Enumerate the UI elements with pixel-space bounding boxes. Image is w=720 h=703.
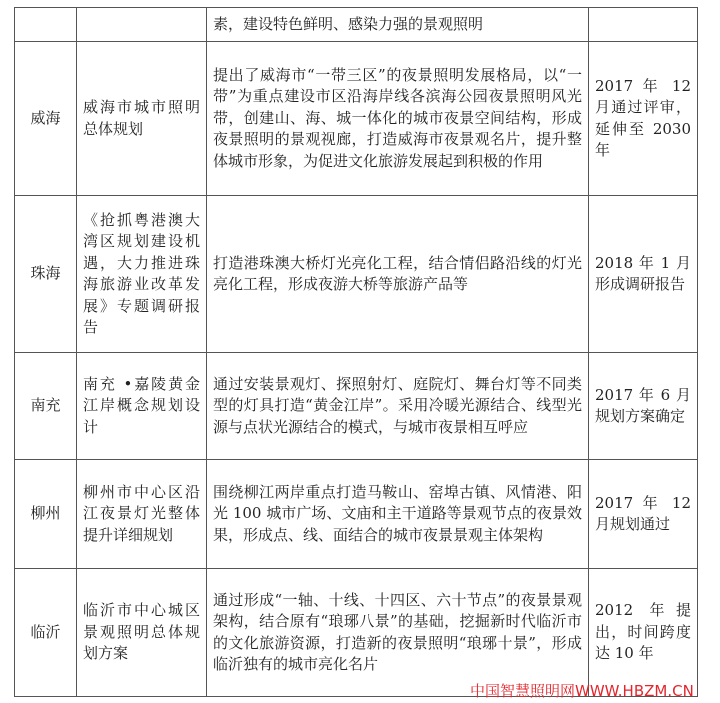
content-cell: 素，建设特色鲜明、感染力强的景观照明 — [207, 8, 589, 42]
city-cell: 临沂 — [15, 569, 77, 697]
table-row — [15, 569, 698, 697]
city-cell — [15, 8, 77, 42]
table-row — [15, 460, 698, 569]
table-row — [15, 8, 698, 42]
site-watermark: 中国智慧照明网WWW.HBZM.CN — [470, 682, 694, 700]
plan-name-cell: 临沂市中心城区景观照明总体规划方案 — [77, 569, 207, 697]
plan-name-cell — [77, 8, 207, 42]
city-cell: 威海 — [15, 42, 77, 196]
status-cell: 2017 年 6 月规划方案确定 — [589, 353, 698, 460]
table-row — [15, 353, 698, 460]
plan-name-cell: 《抢抓粤港澳大湾区规划建设机遇，大力推进珠海旅游业改革发展》专题调研报告 — [77, 196, 207, 353]
status-cell — [589, 8, 698, 42]
content-cell: 围绕柳江两岸重点打造马鞍山、窑埠古镇、风情港、阳光 100 城市广场、文庙和主干道路等景观节点的夜景效果，形成点、线、面结合的城市夜景景观主体架构 — [207, 460, 589, 569]
lighting-plan-table — [14, 7, 698, 697]
status-cell: 2017 年 12 月规划通过 — [589, 460, 698, 569]
status-cell: 2018 年 1 月形成调研报告 — [589, 196, 698, 353]
table-row — [15, 42, 698, 196]
content-cell: 提出了威海市“一带三区”的夜景照明发展格局，以“一带”为重点建设市区沿海岸线各滨海公园夜景照明风光带，创建山、海、城一体化的城市夜景空间结构，形成夜景照明的景观视廊，打造威海市夜景观名片，提升整体城市形象，为促进文化旅游发展起到积极的作用 — [207, 42, 589, 196]
table-row — [15, 196, 698, 353]
city-cell: 南充 — [15, 353, 77, 460]
plan-name-cell: 南充 •嘉陵黄金江岸概念规划设计 — [77, 353, 207, 460]
status-cell: 2012 年提出，时间跨度达 10 年 — [589, 569, 698, 697]
content-cell: 通过安装景观灯、探照射灯、庭院灯、舞台灯等不同类型的灯具打造“黄金江岸”。采用冷暖光源结合、线型光源与点状光源结合的模式，与城市夜景相互呼应 — [207, 353, 589, 460]
plan-name-cell: 威海市城市照明总体规划 — [77, 42, 207, 196]
content-cell: 打造港珠澳大桥灯光亮化工程，结合情侣路沿线的灯光亮化工程，形成夜游大桥等旅游产品等 — [207, 196, 589, 353]
plan-name-cell: 柳州市中心区沿江夜景灯光整体提升详细规划 — [77, 460, 207, 569]
status-cell: 2017 年 12 月通过评审，延伸至 2030 年 — [589, 42, 698, 196]
city-cell: 珠海 — [15, 196, 77, 353]
content-cell: 通过形成“一轴、十线、十四区、六十节点”的夜景景观架构，结合原有“琅琊八景”的基础，挖掘新时代临沂市的文化旅游资源，打造新的夜景照明“琅琊十景”，形成临沂独有的城市亮化名片 — [207, 569, 589, 697]
city-cell: 柳州 — [15, 460, 77, 569]
